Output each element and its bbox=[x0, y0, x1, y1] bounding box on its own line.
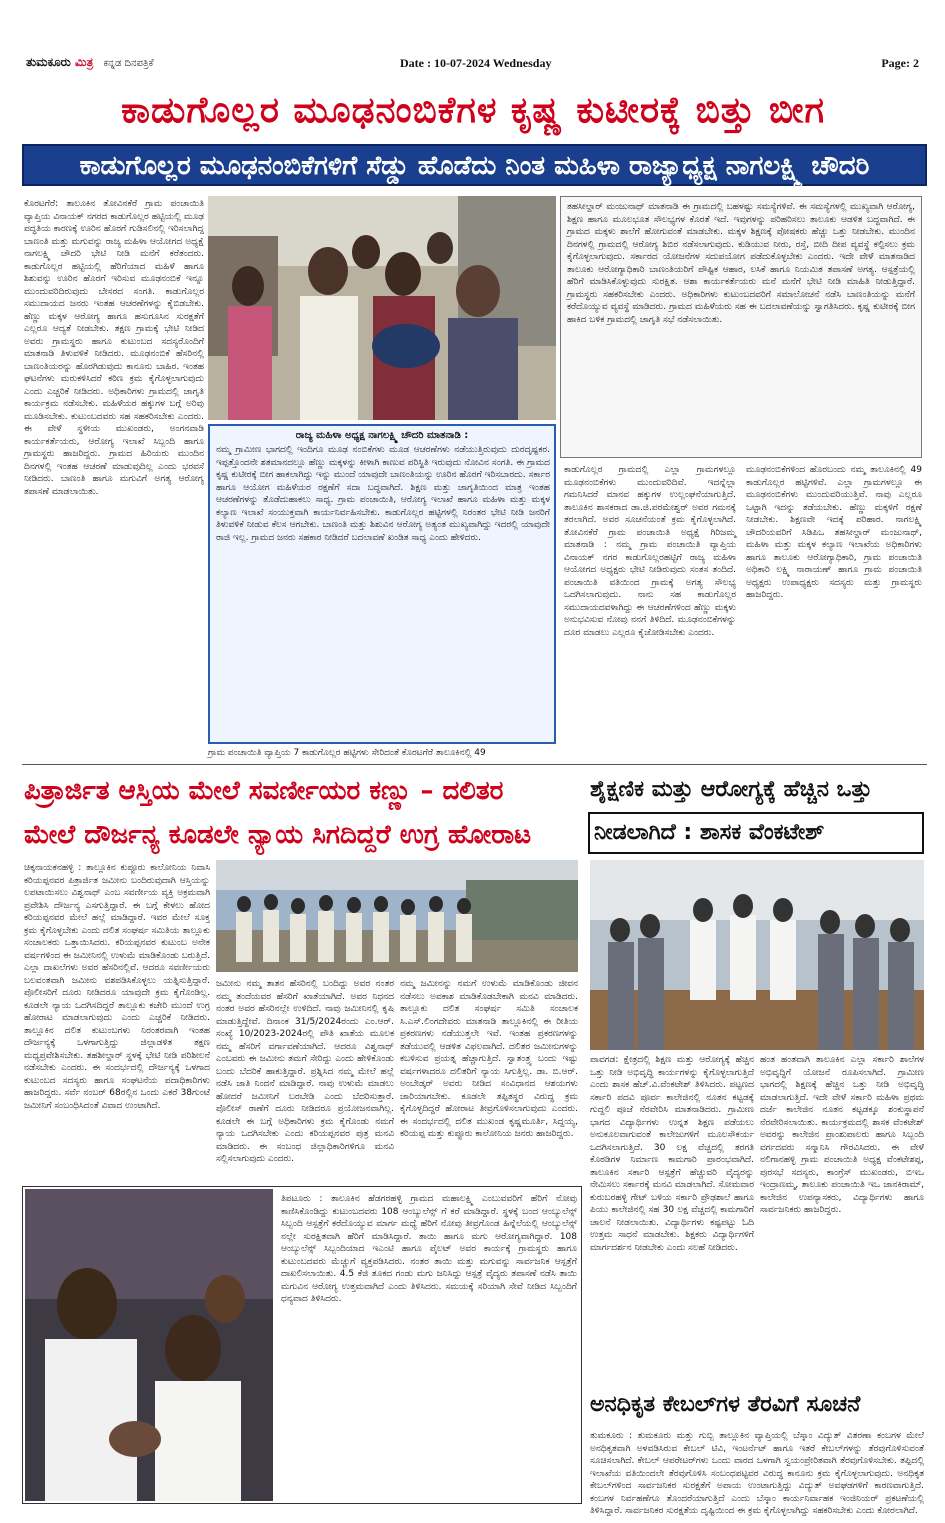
story2-headline-line1: ಪಿತ್ರಾರ್ಜಿತ ಆಸ್ತಿಯ ಮೇಲೆ ಸವರ್ಣೀಯರ ಕಣ್ಣು – ದಲಿತರ bbox=[24, 776, 504, 806]
lead-story-right-box bbox=[560, 196, 922, 458]
lead-story-photo bbox=[208, 196, 556, 420]
story2-column-2: ಜಮೀನು ನಮ್ಮ ತಾತನ ಹೆಸರಿನಲ್ಲಿ ಬಂದಿದ್ದು ಅವರ ನಂತರ ನಮ್ಮ ತಂದೆಯವರ ಹೆಸರಿಗೆ ಖಾತೆಯಾಗಿದೆ. ಅವರ ನಿಧನದ ನಂತರ ಅವರ ಹೆಸರಿನಲ್ಲೇ ಉಳಿದಿದೆ. ನಾವು ಜಮೀನಿನಲ್ಲಿ ಕೃಷಿ ಮಾಡುತ್ತಿದ್ದೇವೆ. ದಿನಾಂಕ 31/5/2024ರಂದು ಎಂ.ಆರ್. ಸಂಖ್ಯೆ 10/2023-2024ರಲ್ಲಿ ಪೌತಿ ಖಾತೆಯ ಮೂಲಕ ನಮ್ಮ ಹೆಸರಿಗೆ ವರ್ಗಾವಣೆಯಾಗಿದೆ. ಆದರೂ ವಿಶ್ವನಾಥ್ ಎಂಬವರು ಈ ಜಮೀನು ತಮಗೆ ಸೇರಿದ್ದು ಎಂದು ಹೇಳಿಕೊಂಡು ಬಂದು ಬೆದರಿಕೆ ಹಾಕುತ್ತಿದ್ದಾರೆ. ಪ್ರಶ್ನಿಸಿದ ನಮ್ಮ ಮೇಲೆ ಹಲ್ಲೆ ನಡೆಸಿ ಜಾತಿ ನಿಂದನೆ ಮಾಡಿದ್ದಾರೆ. ನಾವು ಉಳುಮೆ ಮಾಡಲು ಹೋದರೆ ಜಮೀನಿಗೆ ಬರಬೇಡಿ ಎಂದು ಬೆದರಿಸುತ್ತಾರೆ. ಪೊಲೀಸ್ ಠಾಣೆಗೆ ದೂರು ನೀಡಿದರೂ ಪ್ರಯೋಜನವಾಗಿಲ್ಲ. ಕೂಡಲೇ ಈ ಬಗ್ಗೆ ಅಧಿಕಾರಿಗಳು ಕ್ರಮ ಕೈಗೊಂಡು ನಮಗೆ ನ್ಯಾಯ ಒದಗಿಸಬೇಕು ಎಂದು ಕರಿಯಪ್ಪನವರ ಪುತ್ರ ಮನವಿ ಮಾಡಿದರು. ಈ ಸಂಬಂಧ ಜಿಲ್ಲಾಧಿಕಾರಿಗಳಿಗೂ ಮನವಿ ಸಲ್ಲಿಸಲಾಗುವುದು ಎಂದರು. bbox=[216, 979, 394, 1164]
quote-box-title: ರಾಜ್ಯ ಮಹಿಳಾ ಅಧ್ಯಕ್ಷ ನಾಗಲಕ್ಷ್ಮಿ ಚೌದರಿ ಮಾತನಾಡಿ : bbox=[295, 430, 469, 441]
story4-text: ತಿಪಟೂರು : ತಾಲೂಕಿನ ಹೆಡಗರಹಳ್ಳಿ ಗ್ರಾಮದ ಮಹಾಲಕ್ಷ್ಮಿ ಎಂಬುವವರಿಗೆ ಹೆರಿಗೆ ನೋವು ಕಾಣಿಸಿಕೊಂಡಿದ್ದು ಕುಟುಂಬದವರು 108 ಆಂಬ್ಯುಲೆನ್ಸ್ ಗೆ ಕರೆ ಮಾಡಿದ್ದಾರೆ. ಸ್ಥಳಕ್ಕೆ ಬಂದ ಆಂಬ್ಯುಲೆನ್ಸ್ ಸಿಬ್ಬಂದಿ ಆಸ್ಪತ್ರೆಗೆ ಕರೆದೊಯ್ಯುವ ಮಾರ್ಗ ಮಧ್ಯೆ ಹೆರಿಗೆ ನೋವು ತೀವ್ರಗೊಂಡ ಹಿನ್ನೆಲೆಯಲ್ಲಿ ಆಂಬ್ಯುಲೆನ್ಸ್ ನಲ್ಲೇ ಸುರಕ್ಷಿತವಾಗಿ ಹೆರಿಗೆ ಮಾಡಿಸಿದ್ದಾರೆ. ತಾಯಿ ಹಾಗೂ ಮಗು ಆರೋಗ್ಯವಾಗಿದ್ದಾರೆ. 108 ಆಂಬ್ಯುಲೆನ್ಸ್ ಸಿಬ್ಬಂದಿಯಾದ ಇಎಂಟಿ ಹಾಗೂ ಪೈಲಟ್ ಅವರ ಕಾರ್ಯಕ್ಕೆ ಗ್ರಾಮಸ್ಥರು ಹಾಗೂ ಕುಟುಂಬದವರು ಮೆಚ್ಚುಗೆ ವ್ಯಕ್ತಪಡಿಸಿದರು. ನಂತರ ತಾಯಿ ಮತ್ತು ಮಗುವನ್ನು ಸಾರ್ವಜನಿಕ ಆಸ್ಪತ್ರೆಗೆ ದಾಖಲಿಸಲಾಯಿತು. 4.5 ಕೆಜಿ ತೂಕದ ಗಂಡು ಮಗು ಜನಿಸಿದ್ದು ಆಸ್ಪತ್ರೆ ವೈದ್ಯರು ತಪಾಸಣೆ ನಡೆಸಿ ತಾಯಿ ಮಗುವಿನ ಆರೋಗ್ಯ ಉತ್ತಮವಾಗಿದೆ ಎಂದು ತಿಳಿಸಿದರು. ಸಮಯಕ್ಕೆ ಸರಿಯಾಗಿ ಸೇವೆ ನೀಡಿದ ಸಿಬ್ಬಂದಿಗೆ ಧನ್ಯವಾದ ತಿಳಿಸಿದರು. bbox=[281, 1194, 577, 1304]
lead-story-column-1: ಕೊರಟಗೆರೆ: ತಾಲೂಕಿನ ತೋವಿನಕೆರೆ ಗ್ರಾಮ ಪಂಚಾಯಿತಿ ವ್ಯಾಪ್ತಿಯ ವಿನಾಯಕ್ ನಗರದ ಕಾಡುಗೊಲ್ಲರ ಹಟ್ಟಿಯಲ್ಲಿ ಮೂಢ ಪದ್ಧತಿಯ ಕಾರಣಕ್ಕೆ ಊರಿನ ಹೊರಗೆ ಗುಡಿಸಲಿನಲ್ಲಿ ಇರಿಸಲಾಗಿದ್ದ ಬಾಣಂತಿ ಮತ್ತು ಮಗುವನ್ನು ರಾಜ್ಯ ಮಹಿಳಾ ಆಯೋಗದ ಅಧ್ಯಕ್ಷೆ ನಾಗಲಕ್ಷ್ಮಿ ಚೌದರಿ ಭೇಟಿ ನೀಡಿ ಮನೆಗೆ ಕರೆತಂದರು. ಕಾಡುಗೊಲ್ಲರ ಹಟ್ಟಿಯಲ್ಲಿ ಹೆರಿಗೆಯಾದ ಮಹಿಳೆ ಹಾಗೂ ಶಿಶುವನ್ನು ಊರಿನ ಹೊರಗೆ ಇರಿಸುವ ಮೂಢನಂಬಿಕೆ ಇನ್ನೂ ಮುಂದುವರಿದಿರುವುದು ಬೇಸರದ ಸಂಗತಿ. ಕಾಡುಗೊಲ್ಲರ ಸಮುದಾಯದ ಜನರು ಇಂತಹ ಆಚರಣೆಗಳನ್ನು ಕೈಬಿಡಬೇಕು. ಹೆಣ್ಣು ಮಕ್ಕಳ ಆರೋಗ್ಯ ಹಾಗೂ ಹಸುಗೂಸಿನ ಸುರಕ್ಷತೆಗೆ ಎಲ್ಲರೂ ಆದ್ಯತೆ ನೀಡಬೇಕು. ತಕ್ಷಣ ಗ್ರಾಮಕ್ಕೆ ಭೇಟಿ ನೀಡಿದ ಅವರು ಗ್ರಾಮಸ್ಥರು ಹಾಗೂ ಕುಟುಂಬದ ಸದಸ್ಯರೊಂದಿಗೆ ಮಾತನಾಡಿ ತಿಳುವಳಿಕೆ ನೀಡಿದರು. ಮೂಢನಂಬಿಕೆ ಹೆಸರಿನಲ್ಲಿ ಬಾಣಂತಿಯರನ್ನು ಹೊರಗಿಡುವುದು ಕಾನೂನು ಬಾಹಿರ. ಇಂತಹ ಘಟನೆಗಳು ಮರುಕಳಿಸಿದರೆ ಕಠಿಣ ಕ್ರಮ ಕೈಗೊಳ್ಳಲಾಗುವುದು ಎಂದು ಎಚ್ಚರಿಕೆ ನೀಡಿದರು. ಅಧಿಕಾರಿಗಳು ಗ್ರಾಮದಲ್ಲಿ ಜಾಗೃತಿ ಕಾರ್ಯಕ್ರಮ ನಡೆಸಬೇಕು. ಮಹಿಳೆಯರ ಹಕ್ಕುಗಳ ಬಗ್ಗೆ ಅರಿವು ಮೂಡಿಸಬೇಕು. ಕುಟುಂಬದವರು ಸಹ ಸಹಕರಿಸಬೇಕು ಎಂದರು. ಈ ವೇಳೆ ಸ್ಥಳೀಯ ಮುಖಂಡರು, ಅಂಗನವಾಡಿ ಕಾರ್ಯಕರ್ತೆಯರು, ಆರೋಗ್ಯ ಇಲಾಖೆ ಸಿಬ್ಬಂದಿ ಹಾಗೂ ಗ್ರಾಮಸ್ಥರು ಹಾಜರಿದ್ದರು. ಗ್ರಾಮದ ಹಿರಿಯರು ಮುಂದಿನ ದಿನಗಳಲ್ಲಿ ಇಂತಹ ಆಚರಣೆ ಮಾಡುವುದಿಲ್ಲ ಎಂದು ಭರವಸೆ ನೀಡಿದರು. ಬಾಣಂತಿ ಹಾಗೂ ಮಗುವಿಗೆ ಅಗತ್ಯ ಆರೋಗ್ಯ ತಪಾಸಣೆ ಮಾಡಲಾಯಿತು. bbox=[24, 199, 204, 497]
story4-photo bbox=[25, 1189, 273, 1501]
story2-column-3: ನಮ್ಮ ಜಮೀನನ್ನು ನಮಗೆ ಉಳುಮೆ ಮಾಡಿಕೊಂಡು ಜೀವನ ನಡೆಸಲು ಅವಕಾಶ ಮಾಡಿಕೊಡಬೇಕಾಗಿ ಮನವಿ ಮಾಡಿದರು. ತಾಲ್ಲೂಕು ದಲಿತ ಸಂಘರ್ಷ ಸಮಿತಿ ಸಂಚಾಲಕ ಸಿ.ಎಸ್.ಲಿಂಗದೇವರು ಮಾತನಾಡಿ ತಾಲ್ಲೂಕಿನಲ್ಲಿ ಈ ರೀತಿಯ ಪ್ರಕರಣಗಳು ನಡೆಯುತ್ತಲೇ ಇವೆ. ಇಂತಹ ಪ್ರಕರಣಗಳನ್ನು ತಡೆಯುವಲ್ಲಿ ಆಡಳಿತ ವಿಫಲವಾಗಿದೆ. ದಲಿತರ ಜಮೀನುಗಳನ್ನು ಕಬಳಿಸುವ ಪ್ರಯತ್ನ ಹೆಚ್ಚಾಗುತ್ತಿದೆ. ಸ್ವಾತಂತ್ರ್ಯ ಬಂದು ಇಷ್ಟು ವರ್ಷಗಳಾದರೂ ದಲಿತರಿಗೆ ನ್ಯಾಯ ಸಿಗುತ್ತಿಲ್ಲ. ಡಾ. ಬಿ.ಆರ್. ಅಂಬೇಡ್ಕರ್ ಅವರು ನೀಡಿದ ಸಂವಿಧಾನದ ಆಶಯಗಳು ಜಾರಿಯಾಗಬೇಕು. ಕೂಡಲೇ ತಪ್ಪಿತಸ್ಥರ ವಿರುದ್ಧ ಕ್ರಮ ಕೈಗೊಳ್ಳದಿದ್ದರೆ ಹೋರಾಟ ತೀವ್ರಗೊಳಿಸಲಾಗುವುದು ಎಂದರು. ಈ ಸಂದರ್ಭದಲ್ಲಿ ದಲಿತ ಮುಖಂಡ ಕೃಷ್ಣಮೂರ್ತಿ, ಸಿದ್ದಯ್ಯ, ಕರಿಯಪ್ಪ ಮತ್ತು ಕುಪ್ಪೂರು ಕಾಲೋನಿಯ ಜನರು ಹಾಜರಿದ್ದರು. bbox=[400, 979, 578, 1139]
story2-headline-line2: ಮೇಲೆ ದೌರ್ಜನ್ಯ ಕೂಡಲೇ ನ್ಯಾಯ ಸಿಗದಿದ್ದರೆ ಉಗ್ರ ಹೋರಾಟ bbox=[24, 820, 532, 850]
page-number: Page: 2 bbox=[881, 56, 919, 70]
story3-headline-line2: ನೀಡಲಾಗಿದೆ : ಶಾಸಕ ವೆಂಕಟೇಶ್ bbox=[588, 812, 924, 854]
story2-photo bbox=[216, 860, 578, 972]
lead-headline: ಕಾಡುಗೊಲ್ಲರ ಮೂಢನಂಬಿಕೆಗಳ ಕೃಷ್ಣ ಕುಟೀರಕ್ಕೆ ಬಿತ್ತು ಬೀಗ bbox=[121, 90, 825, 131]
newspaper-logo: ತುಮಕೂರು ಮಿತ್ರ ಕನ್ನಡ ದಿನಪತ್ರಿಕೆ bbox=[26, 55, 154, 69]
section-divider bbox=[22, 764, 927, 765]
story3-headline-line1: ಶೈಕ್ಷಣಿಕ ಮತ್ತು ಆರೋಗ್ಯಕ್ಕೆ ಹೆಚ್ಚಿನ ಒತ್ತು bbox=[590, 777, 872, 802]
story2-column-1: ಚಿಕ್ಕನಾಯಕನಹಳ್ಳಿ : ತಾಲ್ಲೂಕಿನ ಕುಪ್ಪೂರು ಕಾಲೋನಿಯ ನಿವಾಸಿ ಕರಿಯಪ್ಪನವರ ಪಿತ್ರಾರ್ಜಿತ ಜಮೀನು ಬಂದಿರುವುದಾಗಿ ಆಸ್ತಿಯನ್ನು ಲಪಟಾಯಿಸಲು ವಿಶ್ವನಾಥ್ ಎಂಬ ಸವರ್ಣೀಯ ವ್ಯಕ್ತಿ ಅಕ್ರಮವಾಗಿ ಪ್ರವೇಶಿಸಿ ದೌರ್ಜನ್ಯ ಎಸಗುತ್ತಿದ್ದಾರೆ. ಈ ಬಗ್ಗೆ ಕೇಳಲು ಹೋದ ಕರಿಯಪ್ಪನವರ ಮೇಲೆ ಹಲ್ಲೆ ಮಾಡಿದ್ದಾರೆ. ಇವರ ಮೇಲೆ ಸೂಕ್ತ ಕ್ರಮ ಕೈಗೊಳ್ಳಬೇಕು ಎಂದು ದಲಿತ ಸಂಘರ್ಷ ಸಮಿತಿಯ ತಾಲ್ಲೂಕು ಸಂಚಾಲಕರು ಒತ್ತಾಯಿಸಿದರು. ಕರಿಯಪ್ಪನವರ ಕುಟುಂಬ ಅನೇಕ ವರ್ಷಗಳಿಂದ ಈ ಜಮೀನಿನಲ್ಲಿ ಉಳುಮೆ ಮಾಡಿಕೊಂಡು ಬರುತ್ತಿದೆ. ಎಲ್ಲಾ ದಾಖಲೆಗಳು ಅವರ ಹೆಸರಿನಲ್ಲಿವೆ. ಆದರೂ ಸವರ್ಣೀಯರು ಬಲವಂತವಾಗಿ ಜಮೀನು ವಶಪಡಿಸಿಕೊಳ್ಳಲು ಯತ್ನಿಸುತ್ತಿದ್ದಾರೆ. ಪೊಲೀಸರಿಗೆ ದೂರು ನೀಡಿದರೂ ಯಾವುದೇ ಕ್ರಮ ಕೈಗೊಂಡಿಲ್ಲ. ಕೂಡಲೇ ನ್ಯಾಯ ಒದಗಿಸದಿದ್ದರೆ ತಾಲ್ಲೂಕು ಕಚೇರಿ ಮುಂದೆ ಉಗ್ರ ಹೋರಾಟ ಮಾಡಲಾಗುವುದು ಎಂದು ಎಚ್ಚರಿಕೆ ನೀಡಿದರು. ತಾಲ್ಲೂಕಿನ ದಲಿತ ಕುಟುಂಬಗಳು ನಿರಂತರವಾಗಿ ಇಂತಹ ದೌರ್ಜನ್ಯಕ್ಕೆ ಒಳಗಾಗುತ್ತಿದ್ದು ಜಿಲ್ಲಾಡಳಿತ ತಕ್ಷಣ ಮಧ್ಯಪ್ರವೇಶಿಸಬೇಕು. ತಹಶೀಲ್ದಾರ್ ಸ್ಥಳಕ್ಕೆ ಭೇಟಿ ನೀಡಿ ಪರಿಶೀಲನೆ ನಡೆಸಬೇಕು ಎಂದರು. ಈ ಸಂದರ್ಭದಲ್ಲಿ ದೌರ್ಜನ್ಯಕ್ಕೆ ಒಳಗಾದ ಕುಟುಂಬದ ಸದಸ್ಯರು ಹಾಗೂ ಸಂಘಟನೆಯ ಪದಾಧಿಕಾರಿಗಳು ಹಾಜರಿದ್ದರು. ಸರ್ವೆ ನಂಬರ್ 68ರಲ್ಲಿನ ಒಂದು ಎಕರೆ 38ಗುಂಟೆ ಜಮೀನಿಗೆ ಸಂಬಂಧಿಸಿದಂತೆ ವಿವಾದ ಉಂಟಾಗಿದೆ. bbox=[24, 863, 210, 1111]
story5-headline: ಅನಧಿಕೃತ ಕೇಬಲ್‌ಗಳ ತೆರವಿಗೆ ಸೂಚನೆ bbox=[590, 1392, 861, 1417]
story5-text: ತುಮಕೂರು : ತುಮಕೂರು ಮತ್ತು ಗುಬ್ಬಿ ತಾಲ್ಲೂಕಿನ ವ್ಯಾಪ್ತಿಯಲ್ಲಿ ಬೆಸ್ಕಾಂ ವಿದ್ಯುತ್ ವಿತರಣಾ ಕಂಬಗಳ ಮೇಲೆ ಅನಧಿಕೃತವಾಗಿ ಅಳವಡಿಸಿರುವ ಕೇಬಲ್ ಟಿವಿ, ಇಂಟರ್ನೆಟ್ ಹಾಗೂ ಇತರೆ ಕೇಬಲ್‌ಗಳನ್ನು ತೆರವುಗೊಳಿಸುವಂತೆ ಸೂಚಿಸಲಾಗಿದೆ. ಕೇಬಲ್ ಆಪರೇಟರ್‌ಗಳು ಒಂದು ವಾರದ ಒಳಗಾಗಿ ಸ್ವಯಂಪ್ರೇರಿತವಾಗಿ ತೆರವುಗೊಳಿಸಬೇಕು. ತಪ್ಪಿದಲ್ಲಿ ಇಲಾಖೆಯ ವತಿಯಿಂದಲೇ ತೆರವುಗೊಳಿಸಿ ಸಂಬಂಧಪಟ್ಟವರ ವಿರುದ್ಧ ಕಾನೂನು ಕ್ರಮ ಕೈಗೊಳ್ಳಲಾಗುವುದು. ಅನಧಿಕೃತ ಕೇಬಲ್‌ಗಳಿಂದ ಸಾರ್ವಜನಿಕರ ಸುರಕ್ಷತೆಗೆ ಅಪಾಯ ಉಂಟಾಗುತ್ತಿದ್ದು ವಿದ್ಯುತ್ ಅವಘಡಗಳಿಗೆ ಕಾರಣವಾಗುತ್ತಿದೆ. ಕಂಬಗಳ ನಿರ್ವಹಣೆಗೂ ತೊಂದರೆಯಾಗುತ್ತಿದೆ ಎಂದು ಬೆಸ್ಕಾಂ ಕಾರ್ಯನಿರ್ವಾಹಕ ಇಂಜಿನಿಯರ್ ಪ್ರಕಟಣೆಯಲ್ಲಿ ತಿಳಿಸಿದ್ದಾರೆ. ಸಾರ್ವಜನಿಕರ ಸುರಕ್ಷತೆಯ ದೃಷ್ಟಿಯಿಂದ ಈ ಕ್ರಮ ಕೈಗೊಳ್ಳಲಾಗಿದ್ದು ಸಹಕರಿಸಬೇಕು ಎಂದು ಕೋರಲಾಗಿದೆ. bbox=[590, 1431, 924, 1516]
lead-story-column-4: ಮೂಢನಂಬಿಕೆಗಳಿಂದ ಹೊರಬಂದು ನಮ್ಮ ತಾಲೂಕಿನಲ್ಲಿ 49 ಕಾಡುಗೊಲ್ಲರ ಹಟ್ಟಿಗಳಿವೆ. ಎಲ್ಲಾ ಗ್ರಾಮಗಳಲ್ಲೂ ಈ ಮೂಢನಂಬಿಕೆಗಳು ಮುಂದುವರಿಯುತ್ತಿವೆ. ನಾವು ಎಲ್ಲರೂ ಒಟ್ಟಾಗಿ ಇದನ್ನು ತಡೆಯಬೇಕು. ಹೆಣ್ಣು ಮಕ್ಕಳಿಗೆ ರಕ್ಷಣೆ ನೀಡಬೇಕು. ಶಿಕ್ಷಣವೇ ಇದಕ್ಕೆ ಪರಿಹಾರ. ನಾಗಲಕ್ಷ್ಮಿ ಚೌದರಿಯವರಿಗೆ ಸಿಡಿಪಿಒ ತಹಸೀಲ್ದಾರ್ ಮಂಜುನಾಥ್, ಮಹಿಳಾ ಮತ್ತು ಮಕ್ಕಳ ಕಲ್ಯಾಣ ಇಲಾಖೆಯ ಅಧಿಕಾರಿಗಳು ಹಾಗೂ ತಾಲೂಕು ಆರೋಗ್ಯಾಧಿಕಾರಿ, ಗ್ರಾಮ ಪಂಚಾಯಿತಿ ಅಧಿಕಾರಿ ಲಕ್ಷ್ಮಿ ನಾರಾಯಣ್ ಹಾಗೂ ಗ್ರಾಮ ಪಂಚಾಯಿತಿ ಅಧ್ಯಕ್ಷರು ಉಪಾಧ್ಯಕ್ಷರು ಸದಸ್ಯರು ಮತ್ತು ಗ್ರಾಮಸ್ಥರು ಹಾಜರಿದ್ದರು. bbox=[746, 465, 922, 600]
quote-box bbox=[208, 424, 556, 744]
lead-story-footer-line: ಗ್ರಾಮ ಪಂಚಾಯಿತಿ ವ್ಯಾಪ್ತಿಯ 7 ಕಾಡುಗೊಲ್ಲರ ಹಟ್ಟಿಗಳು ಸೇರಿದಂತೆ ಕೊರಟಗೆರೆ ತಾಲೂಕಿನಲ್ಲಿ 49 bbox=[208, 748, 486, 758]
lead-story-right-text: ತಹಸೀಲ್ದಾರ್ ಮಂಜುನಾಥ್ ಮಾತನಾಡಿ ಈ ಗ್ರಾಮದಲ್ಲಿ ಬಹಳಷ್ಟು ಸಮಸ್ಯೆಗಳಿವೆ. ಈ ಸಮಸ್ಯೆಗಳಲ್ಲಿ ಮುಖ್ಯವಾಗಿ ಆರೋಗ್ಯ, ಶಿಕ್ಷಣ ಹಾಗೂ ಮೂಲಭೂತ ಸೌಲಭ್ಯಗಳ ಕೊರತೆ ಇದೆ. ಇವುಗಳನ್ನು ಪರಿಹರಿಸಲು ತಾಲೂಕು ಆಡಳಿತ ಬದ್ಧವಾಗಿದೆ. ಈ ಗ್ರಾಮದ ಮಕ್ಕಳು ಶಾಲೆಗೆ ಹೋಗುವಂತೆ ಮಾಡಬೇಕು. ಮಕ್ಕಳ ಶಿಕ್ಷಣಕ್ಕೆ ಪೋಷಕರು ಹೆಚ್ಚು ಒತ್ತು ನೀಡಬೇಕು. ಮುಂದಿನ ದಿನಗಳಲ್ಲಿ ಗ್ರಾಮದಲ್ಲಿ ಆರೋಗ್ಯ ಶಿಬಿರ ನಡೆಸಲಾಗುವುದು. ಕುಡಿಯುವ ನೀರು, ರಸ್ತೆ, ಬೀದಿ ದೀಪ ವ್ಯವಸ್ಥೆ ಕಲ್ಪಿಸಲು ಕ್ರಮ ಕೈಗೊಳ್ಳಲಾಗುವುದು. ಸರ್ಕಾರದ ಯೋಜನೆಗಳ ಸದುಪಯೋಗ ಪಡೆದುಕೊಳ್ಳಬೇಕು ಎಂದರು. ಇದೇ ವೇಳೆ ಮಾತನಾಡಿದ ತಾಲೂಕು ಆರೋಗ್ಯಾಧಿಕಾರಿ ಬಾಣಂತಿಯರಿಗೆ ಪೌಷ್ಟಿಕ ಆಹಾರ, ಲಸಿಕೆ ಹಾಗೂ ನಿಯಮಿತ ತಪಾಸಣೆ ಅಗತ್ಯ. ಆಸ್ಪತ್ರೆಯಲ್ಲಿ ಹೆರಿಗೆ ಮಾಡಿಸಿಕೊಳ್ಳುವುದು ಸುರಕ್ಷಿತ. ಆಶಾ ಕಾರ್ಯಕರ್ತೆಯರು ಮನೆ ಮನೆಗೆ ಭೇಟಿ ನೀಡಿ ಮಾಹಿತಿ ನೀಡುತ್ತಿದ್ದಾರೆ. ಗ್ರಾಮಸ್ಥರು ಸಹಕರಿಸಬೇಕು ಎಂದರು. ಅಧಿಕಾರಿಗಳು ಕುಟುಂಬದವರಿಗೆ ಸಮಾಲೋಚನೆ ನಡೆಸಿ ಬಾಣಂತಿಯನ್ನು ಮನೆಗೆ ಕರೆದೊಯ್ಯುವ ವ್ಯವಸ್ಥೆ ಮಾಡಿದರು. ಗ್ರಾಮದ ಮಹಿಳೆಯರು ಸಹ ಈ ಬದಲಾವಣೆಯನ್ನು ಸ್ವಾಗತಿಸಿದರು. ಕೃಷ್ಣ ಕುಟೀರಕ್ಕೆ ಬೀಗ ಹಾಕಿದ ಬಳಿಕ ಗ್ರಾಮದಲ್ಲಿ ಜಾಗೃತಿ ಸಭೆ ನಡೆಸಲಾಯಿತು. bbox=[567, 202, 915, 325]
story4-box bbox=[22, 1186, 582, 1504]
story3-photo bbox=[590, 860, 924, 1050]
story3-column-2: ಹಂತ ಹಂತವಾಗಿ ತಾಲೂಕಿನ ಎಲ್ಲಾ ಸರ್ಕಾರಿ ಶಾಲೆಗಳ ಅಭಿವೃದ್ಧಿಗೆ ಯೋಜನೆ ರೂಪಿಸಲಾಗಿದೆ. ಗ್ರಾಮೀಣ ಭಾಗದಲ್ಲಿ ಶಿಕ್ಷಣಕ್ಕೆ ಹೆಚ್ಚಿನ ಒತ್ತು ನೀಡಿ ಅಭಿವೃದ್ಧಿ ಮಾಡಲಾಗುತ್ತಿದೆ. ಇದೇ ವೇಳೆ ಸರ್ಕಾರಿ ಮಹಿಳಾ ಪ್ರಥಮ ದರ್ಜೆ ಕಾಲೇಜಿನ ನೂತನ ಕಟ್ಟಡಕ್ಕೂ ಶಂಕುಸ್ಥಾಪನೆ ನೆರವೇರಿಸಲಾಯಿತು. ಕಾರ್ಯಕ್ರಮದಲ್ಲಿ ಶಾಸಕ ವೆಂಕಟೇಶ್ ಅವರನ್ನು ಕಾಲೇಜಿನ ಪ್ರಾಂಶುಪಾಲರು ಹಾಗೂ ಸಿಬ್ಬಂದಿ ವರ್ಗದವರು ಸನ್ಮಾನಿಸಿ ಗೌರವಿಸಿದರು. ಈ ವೇಳೆ ನಲಿಗಾನಹಳ್ಳಿ ಗ್ರಾಮ ಪಂಚಾಯಿತಿ ಅಧ್ಯಕ್ಷ ವೆಂಕಟೇಶಪ್ಪ, ಪುರಸಭೆ ಸದಸ್ಯರು, ಕಾಂಗ್ರೆಸ್ ಮುಖಂಡರು, ಬಿಇಒ ಇಂದ್ರಾಣಮ್ಮ, ತಾಲೂಕು ಪಂಚಾಯಿತಿ ಇಒ ಜಾನಕಿರಾಮ್, ಕಾಲೇಜಿನ ಉಪನ್ಯಾಸಕರು, ವಿದ್ಯಾರ್ಥಿಗಳು ಹಾಗೂ ಸಾರ್ವಜನಿಕರು ಹಾಜರಿದ್ದರು. bbox=[760, 1055, 924, 1215]
story3-column-1: ಪಾವಗಡ: ಕ್ಷೇತ್ರದಲ್ಲಿ ಶಿಕ್ಷಣ ಮತ್ತು ಆರೋಗ್ಯಕ್ಕೆ ಹೆಚ್ಚಿನ ಒತ್ತು ನೀಡಿ ಅಭಿವೃದ್ಧಿ ಕಾರ್ಯಗಳನ್ನು ಕೈಗೊಳ್ಳಲಾಗುತ್ತಿದೆ ಎಂದು ಶಾಸಕ ಹೆಚ್.ವಿ.ವೆಂಕಟೇಶ್ ತಿಳಿಸಿದರು. ಪಟ್ಟಣದ ಸರ್ಕಾರಿ ಪದವಿ ಪೂರ್ವ ಕಾಲೇಜಿನಲ್ಲಿ ನೂತನ ಕಟ್ಟಡಕ್ಕೆ ಗುದ್ದಲಿ ಪೂಜೆ ನೆರವೇರಿಸಿ ಮಾತನಾಡಿದರು. ಗ್ರಾಮೀಣ ಭಾಗದ ವಿದ್ಯಾರ್ಥಿಗಳು ಉನ್ನತ ಶಿಕ್ಷಣ ಪಡೆಯಲು ಅನುಕೂಲವಾಗುವಂತೆ ಕಾಲೇಜುಗಳಿಗೆ ಮೂಲಸೌಕರ್ಯ ಒದಗಿಸಲಾಗುತ್ತಿದೆ. 30 ಲಕ್ಷ ವೆಚ್ಚದಲ್ಲಿ ತರಗತಿ ಕೊಠಡಿಗಳ ನಿರ್ಮಾಣ ಕಾಮಗಾರಿ ಪ್ರಾರಂಭವಾಗಿದೆ. ತಾಲೂಕಿನ ಸರ್ಕಾರಿ ಆಸ್ಪತ್ರೆಗೆ ಹೆಚ್ಚುವರಿ ವೈದ್ಯರನ್ನು ನೇಮಿಸಲು ಸರ್ಕಾರಕ್ಕೆ ಮನವಿ ಮಾಡಲಾಗಿದೆ. ಸೋಮವಾರ ಕುರುಬರಹಳ್ಳಿ ಗೇಟ್ ಬಳಿಯ ಸರ್ಕಾರಿ ಪ್ರೌಢಶಾಲೆ ಹಾಗೂ ಪಿಯು ಕಾಲೇಜಿನಲ್ಲಿ ಸಹ 30 ಲಕ್ಷ ವೆಚ್ಚದಲ್ಲಿ ಕಾಮಗಾರಿಗೆ ಚಾಲನೆ ನೀಡಲಾಯಿತು. ವಿದ್ಯಾರ್ಥಿಗಳು ಕಷ್ಟಪಟ್ಟು ಓದಿ ಉತ್ತಮ ಸಾಧನೆ ಮಾಡಬೇಕು. ಶಿಕ್ಷಕರು ವಿದ್ಯಾರ್ಥಿಗಳಿಗೆ ಮಾರ್ಗದರ್ಶನ ನೀಡಬೇಕು ಎಂದು ಸಲಹೆ ನೀಡಿದರು. bbox=[590, 1055, 754, 1253]
lead-subheadline-banner: ಕಾಡುಗೊಲ್ಲರ ಮೂಢನಂಬಿಕೆಗಳಿಗೆ ಸೆಡ್ಡು ಹೊಡೆದು ನಿಂತ ಮಹಿಳಾ ರಾಜ್ಯಾಧ್ಯಕ್ಷ ನಾಗಲಕ್ಷ್ಮಿ ಚೌದರಿ bbox=[22, 144, 927, 186]
masthead bbox=[22, 52, 927, 74]
issue-date: Date : 10-07-2024 Wednesday bbox=[400, 56, 552, 70]
quote-box-text: ನಮ್ಮ ಗ್ರಾಮೀಣ ಭಾಗದಲ್ಲಿ ಇಂದಿಗೂ ಮೂಢ ನಂಬಿಕೆಗಳು ಮೂಡ ಆಚರಣೆಗಳು ನಡೆಯುತ್ತಿರುವುದು ದುರದೃಷ್ಟಕರ. ಇಪ್ಪತ್ತೊಂದನೇ ಶತಮಾನದಲ್ಲೂ ಹೆಣ್ಣು ಮಕ್ಕಳನ್ನು ಕೀಳಾಗಿ ಕಾಣುವ ಪರಿಸ್ಥಿತಿ ಇರುವುದು ನೋವಿನ ಸಂಗತಿ. ಈ ಗ್ರಾಮದ ಕೃಷ್ಣ ಕುಟೀರಕ್ಕೆ ಬೀಗ ಹಾಕಲಾಗಿದ್ದು ಇನ್ನು ಮುಂದೆ ಯಾವುದೇ ಬಾಣಂತಿಯನ್ನು ಊರಿನ ಹೊರಗೆ ಇರಿಸಬಾರದು. ಸರ್ಕಾರ ಹಾಗೂ ಆಯೋಗ ಮಹಿಳೆಯರ ರಕ್ಷಣೆಗೆ ಸದಾ ಬದ್ಧವಾಗಿದೆ. ಶಿಕ್ಷಣ ಮತ್ತು ಜಾಗೃತಿಯಿಂದ ಮಾತ್ರ ಇಂತಹ ಆಚರಣೆಗಳನ್ನು ತೊಡೆದುಹಾಕಲು ಸಾಧ್ಯ. ಗ್ರಾಮ ಪಂಚಾಯಿತಿ, ಆರೋಗ್ಯ ಇಲಾಖೆ ಹಾಗೂ ಮಹಿಳಾ ಮತ್ತು ಮಕ್ಕಳ ಕಲ್ಯಾಣ ಇಲಾಖೆ ಸಂಯುಕ್ತವಾಗಿ ಕಾರ್ಯನಿರ್ವಹಿಸಬೇಕು. ಕಾಡುಗೊಲ್ಲರ ಹಟ್ಟಿಗಳಲ್ಲಿ ನಿರಂತರ ಭೇಟಿ ನೀಡಿ ಜನರಿಗೆ ತಿಳುವಳಿಕೆ ನೀಡುವ ಕೆಲಸ ಆಗಬೇಕು. ಬಾಣಂತಿ ಮತ್ತು ಶಿಶುವಿನ ಆರೋಗ್ಯ ಅತ್ಯಂತ ಮುಖ್ಯವಾಗಿದ್ದು ಇದರಲ್ಲಿ ಯಾವುದೇ ರಾಜಿ ಇಲ್ಲ. ಗ್ರಾಮದ ಜನರು ಸಹಕಾರ ನೀಡಿದರೆ ಬದಲಾವಣೆ ಖಂಡಿತ ಸಾಧ್ಯ ಎಂದು ಹೇಳಿದರು. bbox=[216, 445, 550, 543]
lead-story-column-3: ಕಾಡುಗೊಲ್ಲರ ಗ್ರಾಮದಲ್ಲಿ ಎಲ್ಲಾ ಗ್ರಾಮಗಳಲ್ಲೂ ಮೂಢನಂಬಿಕೆಗಳು ಮುಂದುವರಿದಿವೆ. ಇದನ್ನೆಲ್ಲಾ ಗಮನಿಸಿದರೆ ಮಾನವ ಹಕ್ಕುಗಳ ಉಲ್ಲಂಘನೆಯಾಗುತ್ತಿದೆ. ತಾಲೂಕಿನ ಶಾಸಕರಾದ ಡಾ.ಜಿ.ಪರಮೇಶ್ವರ್ ಅವರ ಗಮನಕ್ಕೆ ತರಲಾಗಿದೆ. ಅವರ ಸೂಚನೆಯಂತೆ ಕ್ರಮ ಕೈಗೊಳ್ಳಲಾಗಿದೆ. ತೋವಿನಕೆರೆ ಗ್ರಾಮ ಪಂಚಾಯಿತಿ ಅಧ್ಯಕ್ಷೆ ಗಿರಿಜಮ್ಮ ಮಾತನಾಡಿ : ನಮ್ಮ ಗ್ರಾಮ ಪಂಚಾಯಿತಿ ವ್ಯಾಪ್ತಿಯ ವಿನಾಯಕ್ ನಗರ ಕಾಡುಗೊಲ್ಲರಹಟ್ಟಿಗೆ ರಾಜ್ಯ ಮಹಿಳಾ ಆಯೋಗದ ಅಧ್ಯಕ್ಷರು ಭೇಟಿ ನೀಡಿರುವುದು ಸಂತಸ ತಂದಿದೆ. ಪಂಚಾಯಿತಿ ವತಿಯಿಂದ ಗ್ರಾಮಕ್ಕೆ ಅಗತ್ಯ ಸೌಲಭ್ಯ ಒದಗಿಸಲಾಗುವುದು. ನಾನು ಸಹ ಕಾಡುಗೊಲ್ಲರ ಸಮುದಾಯದವಳಾಗಿದ್ದು ಈ ಆಚರಣೆಗಳಿಂದ ಹೆಣ್ಣು ಮಕ್ಕಳು ಅನುಭವಿಸುವ ನೋವು ನನಗೆ ತಿಳಿದಿದೆ. ಮೂಢನಂಬಿಕೆಗಳನ್ನು ದೂರ ಮಾಡಲು ಎಲ್ಲರೂ ಕೈಜೋಡಿಸಬೇಕು ಎಂದರು. bbox=[564, 465, 736, 638]
